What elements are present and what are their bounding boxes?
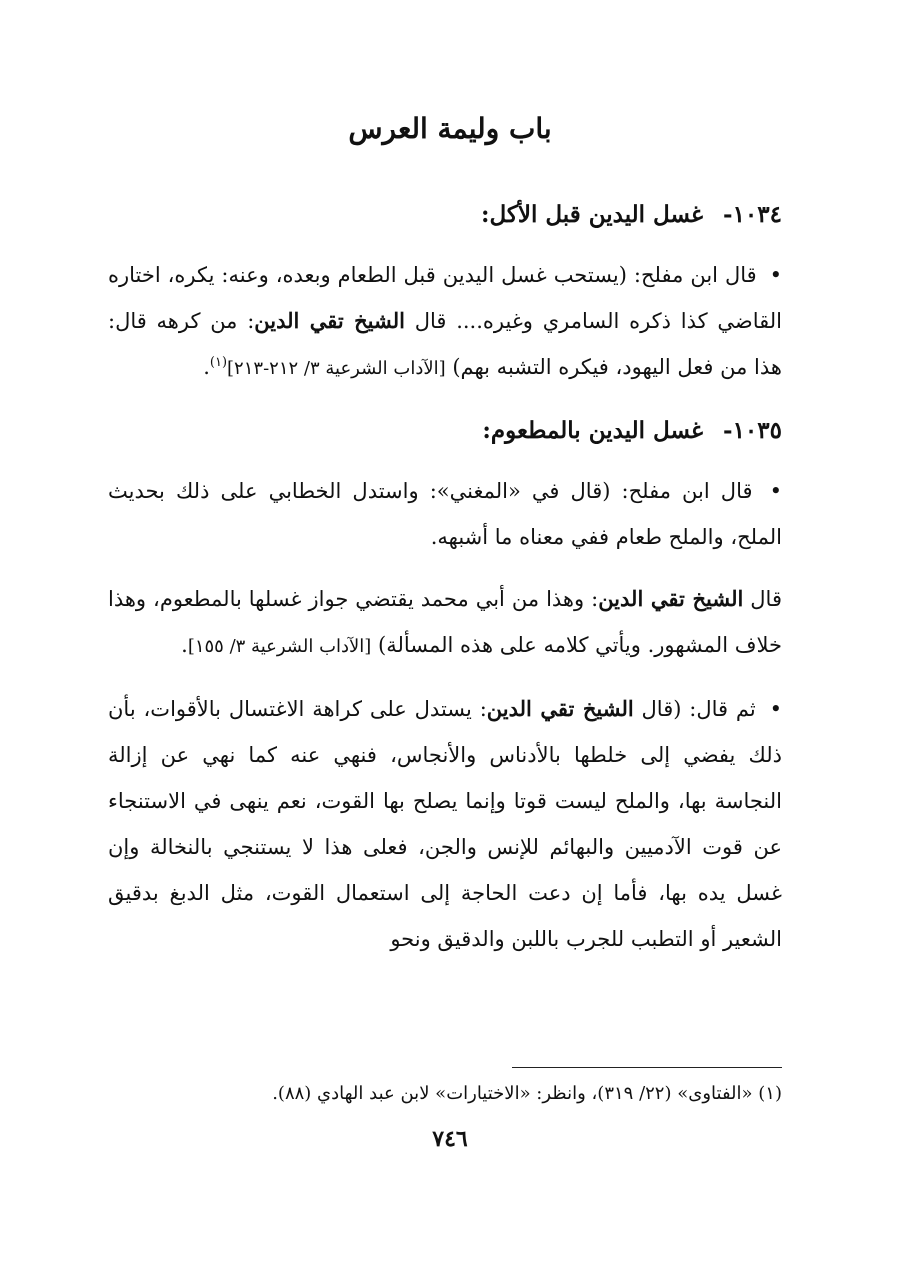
bullet-icon: • (769, 697, 782, 721)
paragraph-text: : يستدل على كراهة الاغتسال بالأقوات، بأن ذلك يفضي إلى خلطها بالأدناس والأنجاس، فنهي عنه كما نهي عن إزالة النجاسة بها، والملح ليست قوتا وإنما يصلح بها القوت، نعم ينهى في الاستنجاء عن قوت الآدميين والبهائم للإنس والجن، فعلى هذا لا يستنجي بالنخالة وإن غسل يده بها، فأما إن دعت الحاجة إلى استعمال القوت، مثل الدبغ بدقيق الشعير أو التطبب للجرب باللبن والدقيق ونحو (108, 697, 782, 951)
paragraph-text: قال ابن مفلح: (يستحب غسل اليدين قبل الطعام وبعده، وعنه: يكره، اختاره القاضي كذا ذكره السامري وغيره.... قال (108, 263, 782, 333)
paragraph-text: قال (743, 587, 782, 611)
section-1035 (108, 408, 782, 962)
bullet-icon: • (769, 263, 782, 287)
chapter-title: باب وليمة العرس (348, 112, 552, 145)
paragraph-text: قال ابن مفلح: (قال في «المغني»: واستدل الخطابي على ذلك بحديث الملح، والملح طعام ففي معناه ما أشبهه. (108, 479, 782, 549)
section-1034 (108, 192, 782, 392)
paragraph (108, 468, 782, 560)
footnote: (١) «الفتاوى» (٢٢/ ٣١٩)، وانظر: «الاختيارات» لابن عبد الهادي (٨٨). (272, 1083, 782, 1104)
section-heading (108, 192, 782, 238)
paragraph (108, 686, 782, 962)
page-content (108, 192, 782, 978)
scholar-name: الشيخ تقي الدين (486, 696, 634, 721)
page-number: ٧٤٦ (432, 1126, 468, 1152)
scholar-name: الشيخ تقي الدين (254, 308, 405, 333)
paragraph-text: ثم قال: (قال (633, 697, 756, 721)
paragraph-text: : من كرهه قال: هذا من فعل اليهود، فيكره التشبه بهم) (108, 309, 782, 379)
paragraph-end: . (203, 355, 210, 379)
paragraph-text: : وهذا من أبي محمد يقتضي جواز غسلها بالمطعوم، وهذا خلاف المشهور. ويأتي كلامه على هذه المسألة) (108, 587, 782, 657)
section-title: غسل اليدين بالمطعوم: (482, 417, 704, 444)
section-title: غسل اليدين قبل الأكل: (480, 201, 704, 228)
section-number: ١٠٣٤- (723, 201, 782, 228)
source-reference: [الآداب الشرعية ٣/ ٢١٢-٢١٣] (227, 358, 446, 379)
section-number: ١٠٣٥- (723, 417, 782, 444)
footnote-marker: (١) (209, 355, 228, 370)
scholar-name: الشيخ تقي الدين (598, 586, 744, 611)
paragraph (108, 576, 782, 670)
paragraph-end: . (181, 633, 188, 657)
paragraph (108, 252, 782, 392)
source-reference: [الآداب الشرعية ٣/ ١٥٥] (187, 636, 372, 657)
section-heading (108, 408, 782, 454)
bullet-icon: • (769, 479, 782, 503)
footnote-divider (512, 1067, 782, 1068)
